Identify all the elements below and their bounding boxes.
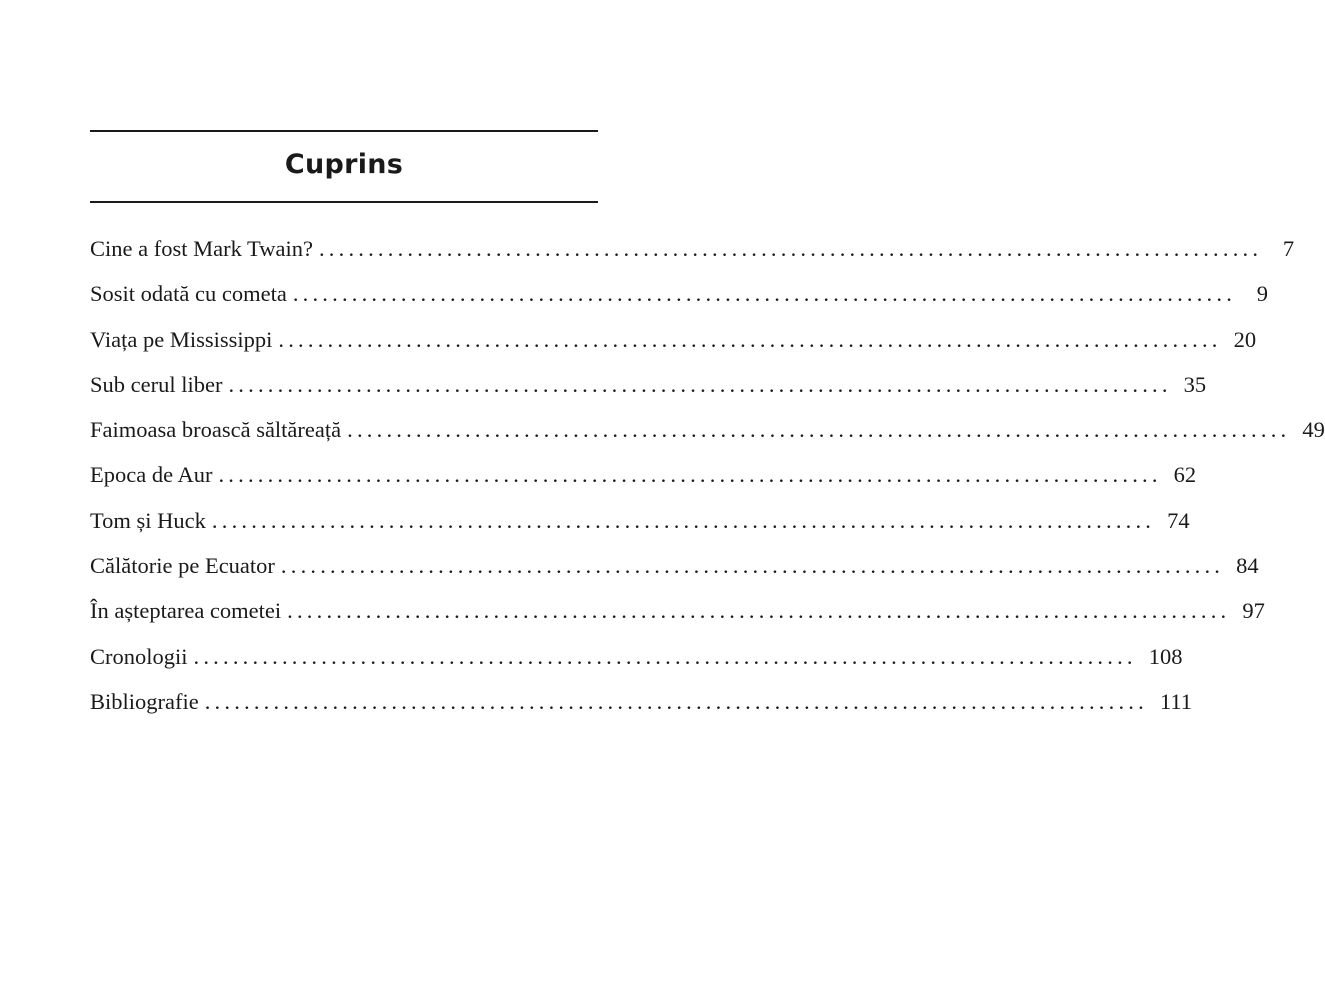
toc-entry-title: Cine a fost Mark Twain?: [90, 236, 313, 261]
bottom-rule: [90, 201, 598, 203]
page-title: Cuprins: [284, 149, 404, 180]
toc-entry[interactable]: [90, 588, 1265, 633]
toc-entry[interactable]: [90, 407, 1325, 452]
toc-entry-title: Faimoasa broască săltăreață: [90, 417, 342, 443]
toc-entry[interactable]: [90, 679, 1193, 724]
dot-leader: ................................................................................................: [193, 643, 1137, 669]
toc-entry-title: În așteptarea cometei: [90, 598, 282, 624]
toc-entry-page: 62: [1173, 462, 1197, 488]
toc-entry[interactable]: [90, 362, 1207, 407]
toc-entry-title: Sub cerul liber: [90, 371, 223, 397]
toc-entry-page: 49: [1302, 417, 1325, 443]
toc-entry[interactable]: [90, 226, 1295, 271]
toc-entry-title: Sosit odată cu cometa: [90, 281, 287, 307]
toc-entry-title: Bibliografie: [90, 688, 199, 714]
toc-entry-title: Viața pe Mississippi: [90, 326, 273, 352]
toc-entry-title: Cronologii: [90, 643, 188, 669]
toc-entry-title: Epoca de Aur: [90, 462, 213, 488]
toc-entry[interactable]: [90, 634, 1183, 679]
toc-entry[interactable]: [90, 317, 1257, 362]
toc-entry-page: 74: [1167, 507, 1190, 533]
dot-leader: ................................................................................................: [287, 598, 1231, 624]
dot-leader: ................................................................................................: [218, 462, 1162, 488]
toc-entry-page: 97: [1242, 598, 1265, 624]
top-rule: [90, 130, 598, 132]
toc-entry[interactable]: [90, 498, 1190, 543]
dot-leader: ................................................................................................: [211, 507, 1156, 533]
dot-leader: ................................................................................................: [204, 688, 1148, 714]
toc-entry-page: 7: [1282, 236, 1295, 261]
dot-leader: ................................................................................................: [278, 326, 1222, 352]
toc-entry-page: 84: [1236, 553, 1259, 579]
dot-leader: ................................................................................................: [280, 553, 1225, 579]
dot-leader: ................................................................................................: [318, 236, 1263, 261]
toc-entry-page: 20: [1233, 326, 1257, 352]
toc-entry[interactable]: [90, 452, 1197, 497]
toc-entry-page: 108: [1148, 643, 1183, 669]
toc-entry[interactable]: [90, 271, 1269, 316]
toc-entry-title: Călătorie pe Ecuator: [90, 553, 275, 579]
toc-entry-page: 111: [1159, 688, 1193, 714]
dot-leader: ................................................................................................: [347, 417, 1291, 443]
dot-leader: ................................................................................................: [292, 281, 1237, 307]
table-of-contents: [90, 226, 1325, 724]
toc-entry-page: 9: [1256, 281, 1269, 307]
toc-entry[interactable]: [90, 543, 1259, 588]
toc-entry-title: Tom și Huck: [90, 507, 206, 533]
toc-entry-page: 35: [1183, 371, 1207, 397]
dot-leader: ................................................................................................: [228, 371, 1172, 397]
